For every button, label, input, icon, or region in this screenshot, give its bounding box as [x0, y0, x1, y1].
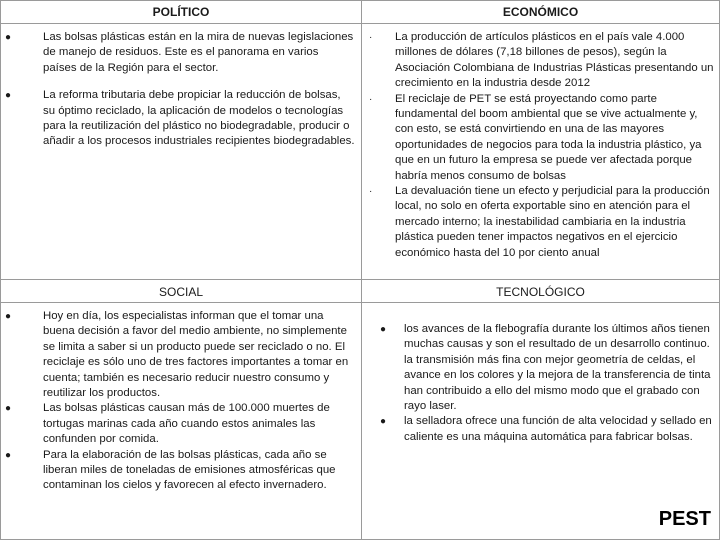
bullet-icon: ● — [5, 311, 12, 322]
politico-cell — [0, 0, 362, 280]
economico-cell — [361, 0, 720, 280]
tecnologico-list — [380, 322, 716, 445]
dot-icon: · — [369, 186, 373, 198]
list-item: ● la selladora ofrece una función de alta velocidad y sellado en caliente es una máquina automática para fabricar bolsas. — [380, 415, 712, 443]
list-item: ● Las bolsas plásticas están en la mira de nuevas legislaciones de manejo de residuos. Este es el panorama en varios países de la Región para el sector. — [5, 31, 354, 74]
social-cell — [0, 279, 362, 540]
list-item: · El reciclaje de PET se está proyectando como parte fundamental del boom ambiental que se vive actualmente y, con esto, se está convirtiendo en una de las mayores oportunidades de negocios para toda la industria plástico, ya que en un futuro la empresa se puede ver afectada porque habría menos consumo de bolsas — [369, 92, 702, 182]
bullet-icon: ● — [380, 416, 387, 428]
tecnologico-cell — [361, 279, 720, 540]
list-item: ● Las bolsas plásticas causan más de 100.000 muertes de tortugas marinas cada año cuando estos animales las confunden por comida. — [5, 402, 330, 446]
list-item: ● los avances de la flebografía durante los últimos años tienen muchas causas y son el resultado de un desarrollo continuo. la transmisión más fina con mejor geometría de celdas, el avance en los colores y la mejora de la transferencia de tinta han contribuido a ello del mismo modo que el grabado con rayo laser. — [380, 323, 711, 413]
politico-list — [5, 30, 355, 150]
list-item: ● Para la elaboración de las bolsas plásticas, cada año se liberan miles de toneladas de emisiones atmosféricas que contaminan los cielos y favorecen al efecto invernadero. — [5, 448, 336, 492]
social-list — [5, 309, 355, 494]
bullet-icon: ● — [5, 449, 12, 461]
list-item: ● La reforma tributaria debe propiciar la reducción de bolsas, su óptimo reciclado, la aplicación de modelos o tecnologías para la reutilización del plástico no biodegradable, producir o añadir a los procesos industriales recipientes biodegradables. — [5, 89, 355, 148]
bullet-icon: ● — [380, 324, 387, 335]
bullet-icon: ● — [5, 403, 12, 415]
tecnologico-title: TECNOLÓGICO — [496, 285, 585, 299]
dot-icon: · — [369, 32, 373, 43]
list-item: · La producción de artículos plásticos en el país vale 4.000 millones de dólares (7,18 billones de pesos), según la Asociación Colombiana de Industrias Plásticas presentando un crecimiento en la industria desde 2012 — [369, 31, 714, 90]
dot-icon: · — [369, 93, 373, 105]
economico-list — [369, 30, 715, 261]
social-title: SOCIAL — [158, 285, 203, 299]
economico-title: ECONÓMICO — [502, 5, 579, 19]
bullet-icon: ● — [5, 90, 12, 102]
pest-label: PEST — [658, 508, 711, 530]
list-item: · La devaluación tiene un efecto y perjudicial para la producción local, no solo en oferta exportable sino en atención para el mercado interno; la inestabilidad cambiaria en la industria plástica pueden tener impactos negativos en el ejercicio económico hasta del 10 por ciento anual — [369, 185, 710, 259]
bullet-icon: ● — [5, 32, 12, 43]
politico-title: POLÍTICO — [152, 5, 210, 19]
list-item: ● Hoy en día, los especialistas informan que el tomar una buena decisión a favor del medio ambiente, no simplemente se limita a saber si un producto puede ser reciclado o no. El reciclaje es sólo uno de tres factores importantes a tomar en cuenta; también es necesario reducir nuestro consumo y reutilizar los productos. — [5, 310, 349, 400]
